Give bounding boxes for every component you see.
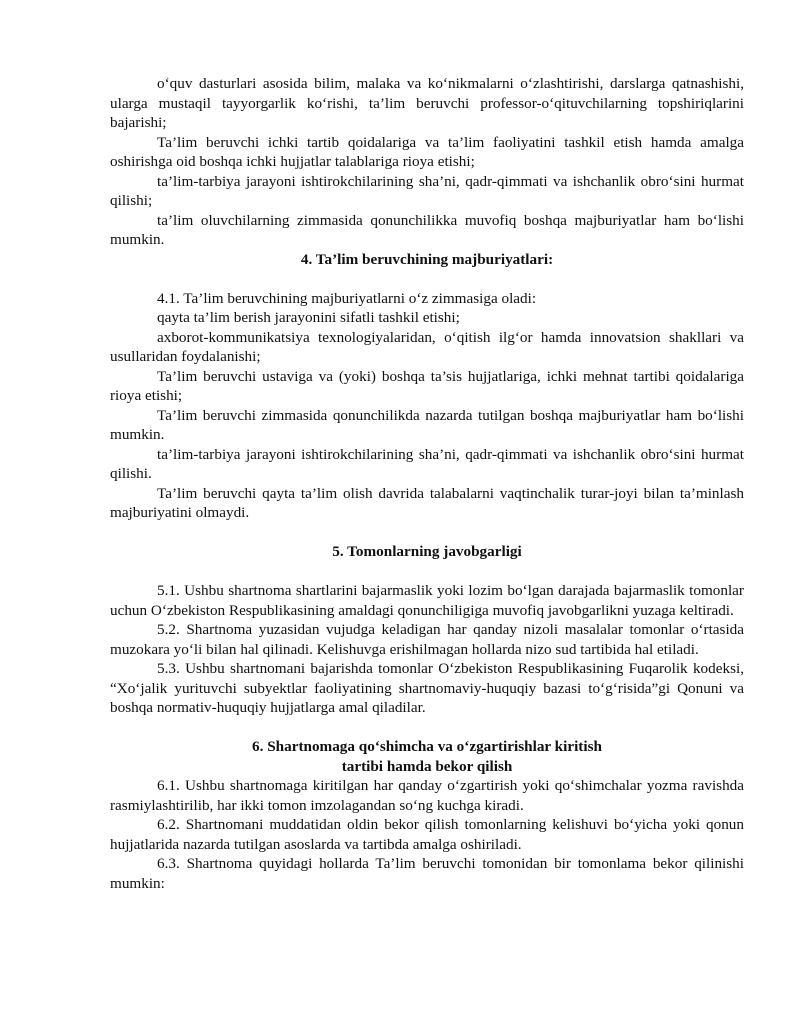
paragraph: ta’lim-tarbiya jarayoni ishtirokchilarining sha’ni, qadr-qimmati va ishchanlik obro‘sini hurmat qilishi; xyxy=(110,172,744,209)
document-page xyxy=(110,74,744,893)
paragraph: Ta’lim beruvchi ichki tartib qoidalariga va ta’lim faoliyatini tashkil etish hamda amalga oshirishga oid boshqa ichki hujjatlar talablariga rioya etishi; xyxy=(110,133,744,170)
paragraph: qayta ta’lim berish jarayonini sifatli tashkil etishi; xyxy=(157,309,460,326)
paragraph: Ta’lim beruvchi zimmasida qonunchilikda nazarda tutilgan boshqa majburiyatlar ham bo‘lishi mumkin. xyxy=(110,406,744,443)
spacer xyxy=(110,718,744,738)
paragraph: 6.2. Shartnomani muddatidan oldin bekor qilish tomonlarning kelishuvi bo‘yicha yoki qonun hujjatlarida nazarda tutilgan asoslarda va tartibda amalga oshiriladi. xyxy=(110,816,744,853)
spacer xyxy=(110,269,744,289)
paragraph: 6.1. Ushbu shartnomaga kiritilgan har qanday o‘zgartirish yoki qo‘shimchalar yozma ravishda rasmiylashtirilib, har ikki tomon imzolagandan so‘ng kuchga kiradi. xyxy=(110,777,744,814)
paragraph: 5.3. Ushbu shartnomani bajarishda tomonlar O‘zbekiston Respublikasining Fuqarolik kodeksi, “Xo‘jalik yurituvchi subyektlar faoliyatining shartnomaviy-huquqiy bazasi to‘g‘risida”gi Qonuni va boshqa normativ-huquqiy hujjatlarga amal qiladilar. xyxy=(110,660,744,716)
section-6-heading-line-1: 6. Shartnomaga qo‘shimcha va o‘zgartirishlar kiritish xyxy=(252,738,602,755)
section-6-heading-line-2: tartibi hamda bekor qilish xyxy=(341,757,513,775)
section-5-heading: 5. Tomonlarning javobgarligi xyxy=(332,543,522,560)
spacer xyxy=(110,523,744,543)
paragraph: 5.2. Shartnoma yuzasidan vujudga keladigan har qanday nizoli masalalar tomonlar o‘rtasida muzokara yo‘li bilan hal qilinadi. Kelishuvga erishilmagan hollarda nizo sud tartibida hal etiladi. xyxy=(110,621,744,658)
spacer xyxy=(110,562,744,582)
section-4-heading: 4. Ta’lim beruvchining majburiyatlari: xyxy=(300,250,554,268)
paragraph: 4.1. Ta’lim beruvchining majburiyatlarni o‘z zimmasiga oladi: xyxy=(157,289,537,307)
paragraph: 5.1. Ushbu shartnoma shartlarini bajarmaslik yoki lozim bo‘lgan darajada bajarmaslik tomonlar uchun O‘zbekiston Respublikasining amaldagi qonunchiligiga muvofiq javobgarlikni yuzaga keltiradi. xyxy=(110,582,744,619)
paragraph: Ta’lim beruvchi ustaviga va (yoki) boshqa ta’sis hujjatlariga, ichki mehnat tartibi qoidalariga rioya etishi; xyxy=(110,367,744,404)
paragraph: ta’lim-tarbiya jarayoni ishtirokchilarining sha’ni, qadr-qimmati va ishchanlik obro‘sini hurmat qilishi. xyxy=(110,445,744,482)
paragraph: axborot-kommunikatsiya texnologiyalaridan, o‘qitish ilg‘or hamda innovatsion shakllari va usullaridan foydalanishi; xyxy=(110,328,744,365)
paragraph: ta’lim oluvchilarning zimmasida qonunchilikka muvofiq boshqa majburiyatlar ham bo‘lishi mumkin. xyxy=(110,211,744,248)
paragraph: Ta’lim beruvchi qayta ta’lim olish davrida talabalarni vaqtinchalik turar-joyi bilan ta’minlash majburiyatini olmaydi. xyxy=(110,484,744,521)
paragraph: 6.3. Shartnoma quyidagi hollarda Ta’lim beruvchi tomonidan bir tomonlama bekor qilinishi mumkin: xyxy=(110,855,744,892)
paragraph: o‘quv dasturlari asosida bilim, malaka va ko‘nikmalarni o‘zlashtirishi, darslarga qatnashishi, ularga mustaqil tayyorgarlik ko‘rishi, ta’lim beruvchi professor-o‘qituvchilarning topshiriqlarini bajarishi; xyxy=(110,75,744,131)
